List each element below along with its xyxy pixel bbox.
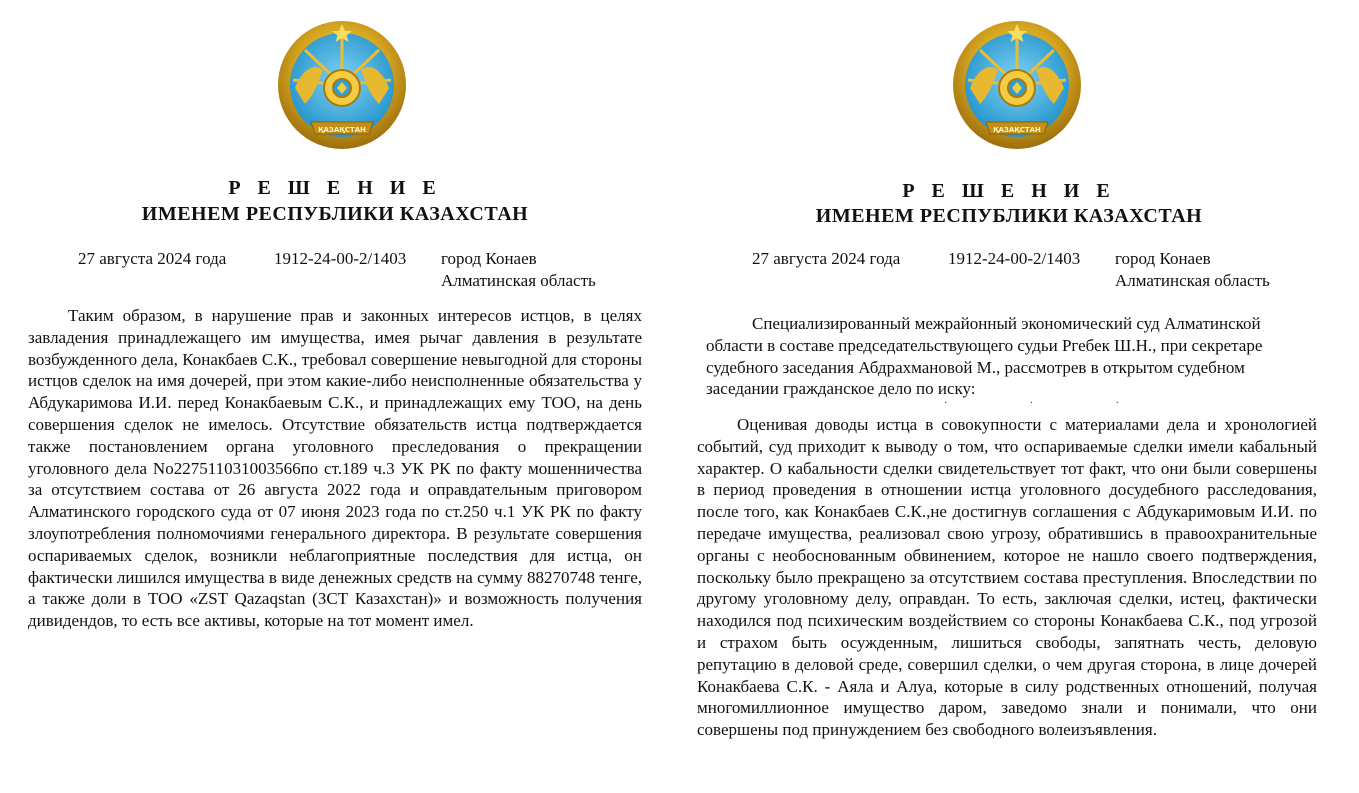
state-emblem-icon <box>950 18 1084 152</box>
document-title: Р Е Ш Е Н И Е <box>902 180 1116 202</box>
city: город Конаев <box>441 249 537 268</box>
document-subtitle: ИМЕНЕМ РЕСПУБЛИКИ КАЗАХСТАН <box>815 205 1203 227</box>
case-number: 1912-24-00-2/1403 <box>948 249 1081 268</box>
document-title: Р Е Ш Е Н И Е <box>228 177 442 199</box>
region: Алматинская область <box>1115 271 1270 290</box>
city: город Конаев <box>1115 249 1211 268</box>
left-document-page <box>20 0 650 793</box>
case-number: 1912-24-00-2/1403 <box>274 249 407 268</box>
document-subtitle: ИМЕНЕМ РЕСПУБЛИКИ КАЗАХСТАН <box>141 203 529 225</box>
state-emblem-icon <box>275 18 409 152</box>
region: Алматинская область <box>441 271 596 290</box>
decision-date: 27 августа 2024 года <box>78 249 227 268</box>
right-document-page <box>694 0 1324 793</box>
decision-paragraph: Таким образом, в нарушение прав и законных интересов истцов, в целях завладения принадлежащего им имущества, имея рычаг давления в результате возбужденного дела, Конакбаев С.К., требовал совершение невыгодной для стороны истцов сделок на имя дочерей, при этом какие-либо неисполненные обязательства у Абдукаримова И.И. перед Конакбаевым С.К., и принадлежащих ему ТОО, на день совершения сделок не имелось. Отсутствие обязательств истца подтверждается также постановлением органа уголовного преследования о прекращении уголовного дела No227511031003566по ст.189 ч.3 УК РК по факту мошенничества за отсутствием состава от 26 августа 2022 года и оправдательным приговором Алматинского городского суда от 07 июня 2023 года по ст.250 ч.1 УК РК по факту злоупотребления полномочиями генерального директора. В результате совершения оспариваемых сделок, возникли неблагоприятные последствия для истца, он фактически лишился имущества в виде денежных средств на сумму 88270748 тенге, а также доли в ТОО «ZST Qazaqstan (ЗСТ Казахстан)» и возможность получения дивидендов, то есть все активы, которые на тот момент имел. <box>28 306 642 631</box>
decision-paragraph: Оценивая доводы истца в совокупности с материалами дела и хронологией событий, суд приходит к выводу о том, что оспариваемые сделки имели кабальный характер. О кабальности сделки свидетельствует тот факт, что они были совершены в период проведения в отношении истца уголовного досудебного расследования, после того, как Конакбаев С.К.,не достигнув соглашения с Абдукаримовым И.И. по передаче имущества, реализовал свою угрозу, обратившись в правоохранительные органы с необоснованным обвинением, которое не нашло своего подтверждения, поскольку было прекращено за отсутствием состава преступления. Впоследствии по другому уголовному делу, оправдан. То есть, заключая сделки, истец, фактически находился под психическим воздействием со стороны Конакбаева С.К., под угрозой и страхом быть осужденным, лишиться свободы, запятнать честь, деловую репутацию в деловой среде, совершил сделки, о чем другая сторона, в лице дочерей Конакбаева С.К. - Аяла и Алуа, которые в силу родственных отношений, получая многомиллионное имущество даром, заведомо знали и понимали, что они совершены под принуждением без свободного волеизъявления. <box>697 415 1317 740</box>
court-intro-paragraph: Специализированный межрайонный экономический суд Алматинской области в составе председательствующего судьи Ргебек Ш.Н., при секретаре судебного заседания Абдрахмановой М., рассмотрев в открытом судебном заседании гражданское дело по иску: <box>706 314 1263 399</box>
decision-date: 27 августа 2024 года <box>752 249 901 268</box>
scan-artifact: · · · <box>944 398 1159 409</box>
